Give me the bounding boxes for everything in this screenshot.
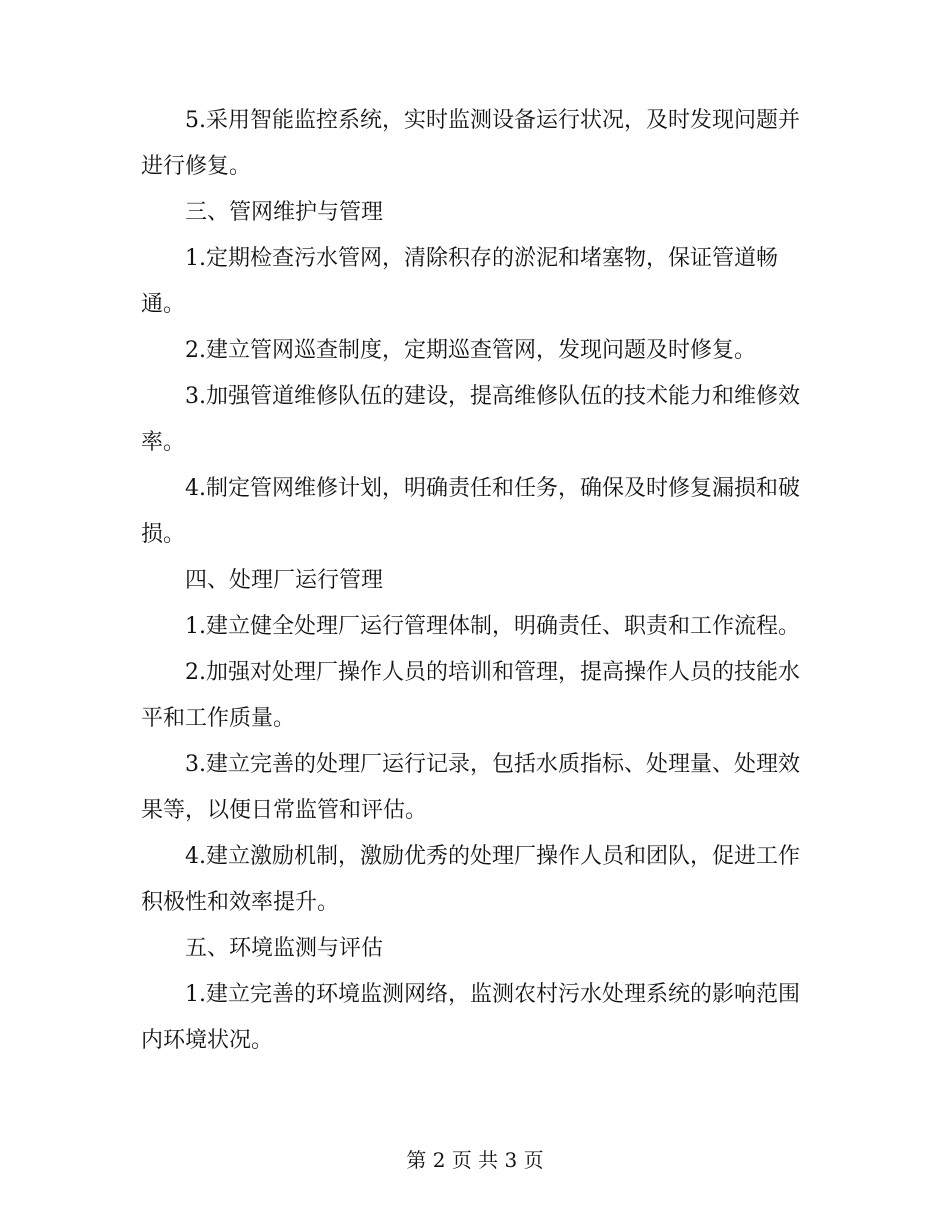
paragraph: 3.建立完善的处理厂运行记录，包括水质指标、处理量、处理效果等，以便日常监管和评估。 [141, 752, 800, 823]
paragraph: 4.建立激励机制，激励优秀的处理厂操作人员和团队，促进工作积极性和效率提升。 [141, 844, 800, 915]
paragraph: 1.建立健全处理厂运行管理体制，明确责任、职责和工作流程。 [185, 614, 800, 639]
paragraph: 1.定期检查污水管网，清除积存的淤泥和堵塞物，保证管道畅通。 [141, 246, 778, 317]
paragraph: 2.加强对处理厂操作人员的培训和管理，提高操作人员的技能水平和工作质量。 [141, 660, 800, 731]
paragraph: 4.制定管网维修计划，明确责任和任务，确保及时修复漏损和破损。 [141, 476, 800, 547]
section-heading: 五、环境监测与评估 [185, 936, 384, 961]
paragraph: 2.建立管网巡查制度，定期巡查管网，发现问题及时修复。 [185, 338, 756, 363]
paragraph: 3.加强管道维修队伍的建设，提高维修队伍的技术能力和维修效率。 [141, 384, 800, 455]
document-body [141, 98, 801, 1064]
paragraph: 5.采用智能监控系统，实时监测设备运行状况，及时发现问题并进行修复。 [141, 108, 800, 179]
paragraph: 1.建立完善的环境监测网络，监测农村污水处理系统的影响范围内环境状况。 [141, 982, 800, 1053]
page-number-footer: 第 2 页 共 3 页 [406, 1148, 544, 1172]
section-heading: 三、管网维护与管理 [185, 200, 384, 225]
section-heading: 四、处理厂运行管理 [185, 568, 384, 593]
